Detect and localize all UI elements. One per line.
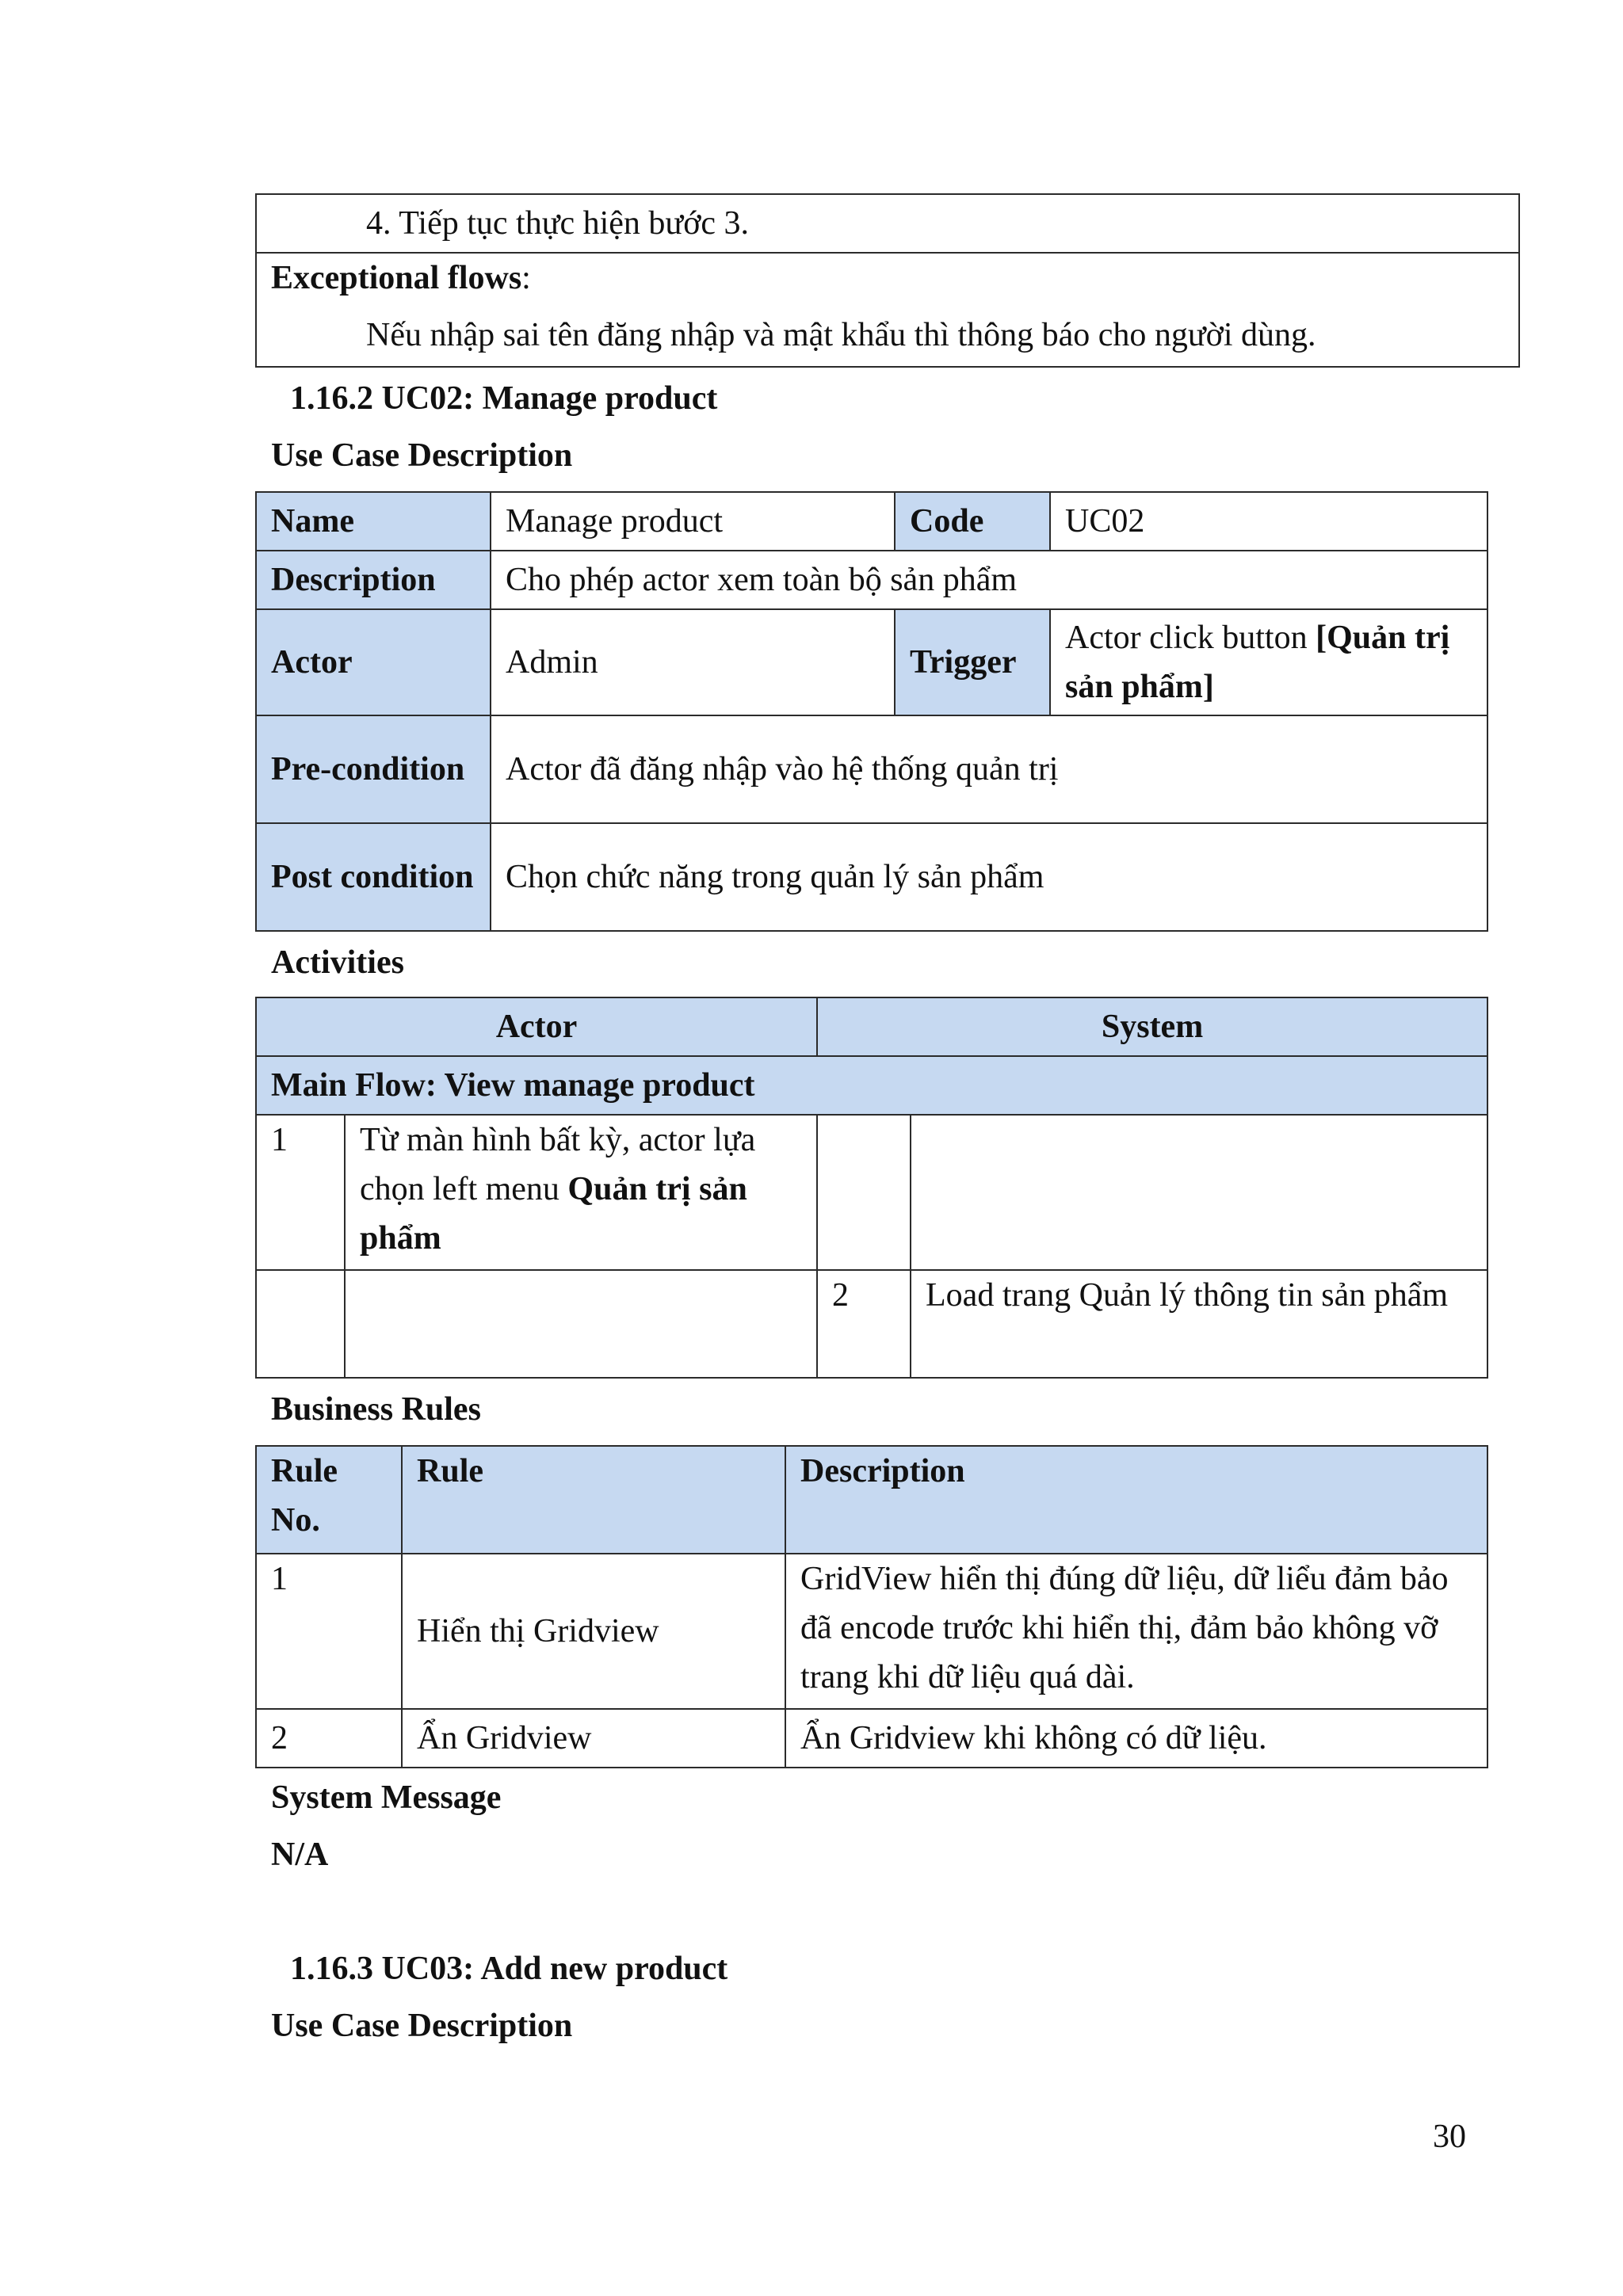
step-1-number: 1 <box>256 1115 345 1270</box>
step-2-text: Load trang Quản lý thông tin sản phẩm <box>911 1270 1487 1378</box>
step-4-text: 4. Tiếp tục thực hiện bước 3. <box>366 205 750 242</box>
actor-label: Actor <box>256 609 491 715</box>
business-rules-label: Business Rules <box>271 1391 481 1428</box>
system-message-value: N/A <box>271 1836 329 1873</box>
rule-2-number: 2 <box>256 1709 402 1768</box>
code-label: Code <box>895 492 1050 551</box>
uc02-description-table <box>255 491 1488 932</box>
rule-header: Rule <box>402 1446 785 1554</box>
uc03-use-case-label: Use Case Description <box>271 2008 573 2044</box>
activities-table <box>255 997 1488 1379</box>
rule-2-description: Ẩn Gridview khi không có dữ liệu. <box>785 1709 1487 1768</box>
rule-no-header: Rule No. <box>256 1446 402 1554</box>
step-1-text <box>345 1115 817 1270</box>
uc03-heading: 1.16.3 UC03: Add new product <box>290 1951 728 1987</box>
step-2-actor-number <box>256 1270 345 1378</box>
rule-1-name: Hiển thị Gridview <box>402 1554 785 1709</box>
actor-column-header: Actor <box>256 997 817 1056</box>
name-label: Name <box>256 492 491 551</box>
step-1-system-number <box>817 1115 911 1270</box>
uc02-heading: 1.16.2 UC02: Manage product <box>290 380 718 417</box>
rule-1-number: 1 <box>256 1554 402 1709</box>
trigger-value <box>1050 609 1487 715</box>
rule-1-description: GridView hiển thị đúng dữ liệu, dữ liểu đảm bảo đã encode trước khi hiển thị, đảm bảo không vỡ trang khi dữ liệu quá dài. <box>785 1554 1487 1709</box>
rule-description-header: Description <box>785 1446 1487 1554</box>
rule-2-name: Ẩn Gridview <box>402 1709 785 1768</box>
code-value: UC02 <box>1050 492 1487 551</box>
table-row <box>256 1554 1487 1709</box>
trigger-value-plain: Actor click button <box>1065 620 1316 656</box>
name-value: Manage product <box>491 492 895 551</box>
system-message-label: System Message <box>271 1779 502 1816</box>
page-number: 30 <box>1433 2119 1466 2155</box>
continuation-table <box>255 193 1520 368</box>
step-1-text-plain: Từ màn hình bất kỳ, actor lựa chọn left menu <box>360 1122 756 1207</box>
main-flow-header: Main Flow: View manage product <box>256 1056 1487 1115</box>
post-condition-label: Post condition <box>256 823 491 931</box>
description-label: Description <box>256 551 491 609</box>
step-1-system-text <box>911 1115 1487 1270</box>
trigger-value-bold: [Quản trị sản phẩm] <box>1065 620 1450 705</box>
exceptional-flows-label: Exceptional flows <box>271 260 522 296</box>
exceptional-flows-text: Nếu nhập sai tên đăng nhập và mật khẩu thì thông báo cho người dùng. <box>366 317 1316 353</box>
system-column-header: System <box>817 997 1487 1056</box>
table-row <box>256 1709 1487 1768</box>
step-2-number: 2 <box>817 1270 911 1378</box>
step-1-text-bold: Quản trị sản phẩm <box>360 1171 747 1257</box>
step-4-cell <box>256 194 1519 253</box>
uc02-use-case-label: Use Case Description <box>271 437 573 474</box>
description-value: Cho phép actor xem toàn bộ sản phẩm <box>491 551 1487 609</box>
step-2-actor-text <box>345 1270 817 1378</box>
business-rules-table <box>255 1445 1488 1768</box>
pre-condition-value: Actor đã đăng nhập vào hệ thống quản trị <box>491 715 1487 823</box>
post-condition-value: Chọn chức năng trong quản lý sản phẩm <box>491 823 1487 931</box>
actor-value: Admin <box>491 609 895 715</box>
exceptional-flows-colon: : <box>521 260 531 296</box>
pre-condition-label: Pre-condition <box>256 715 491 823</box>
exceptional-flows-cell <box>256 253 1519 367</box>
activities-label: Activities <box>271 944 404 981</box>
trigger-label: Trigger <box>895 609 1050 715</box>
